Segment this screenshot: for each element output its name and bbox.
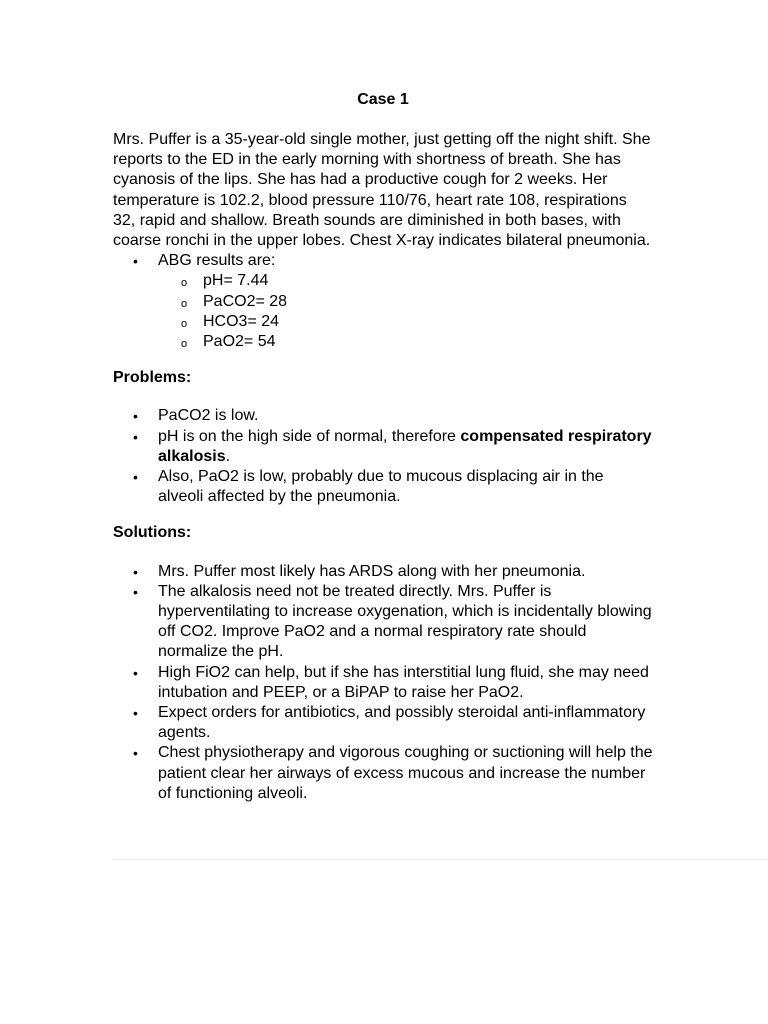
solution-item — [113, 743, 653, 804]
problem-text: Also, PaO2 is low, probably due to mucous displacing air in the alveoli affected by the pneumonia. — [158, 468, 604, 506]
bullet-glyph: • — [133, 469, 138, 486]
solution-text: High FiO2 can help, but if she has interstitial lung fluid, she may need intubation and PEEP, or a BiPAP to raise her PaO2. — [158, 663, 649, 701]
abg-label: ABG results are: — [158, 252, 276, 270]
problem-text: PaCO2 is low. — [158, 407, 259, 425]
bullet-glyph: • — [133, 563, 138, 580]
solution-item — [113, 562, 653, 582]
solution-item — [113, 663, 653, 703]
abg-results-list — [113, 271, 653, 352]
abg-result-paco2: PaCO2= 28 — [203, 292, 288, 310]
bullet-glyph: • — [133, 428, 138, 445]
problem-item — [113, 467, 653, 507]
problems-heading: Problems: — [113, 369, 192, 387]
solutions-heading: Solutions: — [113, 524, 192, 542]
solution-text: Chest physiotherapy and vigorous coughing or suctioning will help the patient clear her airways of excess mucous and increase the number of functioning alveoli. — [158, 744, 653, 802]
abg-list — [113, 251, 653, 352]
bullet-glyph: • — [133, 745, 138, 762]
document-page — [113, 90, 653, 804]
case-title: Case 1 — [357, 91, 409, 108]
bullet-glyph: • — [133, 705, 138, 722]
case-intro-paragraph: Mrs. Puffer is a 35-year-old single mother, just getting off the night shift. She reports to the ED in the early morning with shortness of breath. She has cyanosis of the lips. She has had a productive cough for 2 weeks. Her temperature is 102.2, blood pressure 110/76, heart rate 108, respirations 32, rapid and shallow. Breath sounds are diminished in both bases, with coarse ronchi in the upper lobes. Chest X-ray indicates bilateral pneumonia. — [113, 131, 651, 250]
sub-bullet-glyph: o — [181, 277, 188, 290]
bullet-glyph: • — [133, 664, 138, 681]
solution-text: Mrs. Puffer most likely has ARDS along with her pneumonia. — [158, 562, 586, 580]
bullet-glyph: • — [133, 583, 138, 600]
abg-result-hco3: HCO3= 24 — [203, 312, 280, 330]
abg-result-ph: pH= 7.44 — [203, 272, 269, 290]
abg-result-pao2: PaO2= 54 — [203, 333, 276, 351]
problem-text-end: . — [225, 447, 231, 465]
problem-text: pH is on the high side of normal, therefore — [158, 427, 461, 445]
problems-list — [113, 406, 653, 507]
problem-emphasis: compensated respiratory alkalosis — [158, 427, 652, 465]
abg-result-item — [113, 292, 653, 312]
sub-bullet-glyph: o — [181, 297, 188, 310]
page-divider — [113, 859, 768, 860]
solutions-list — [113, 562, 653, 804]
sub-bullet-glyph: o — [181, 338, 188, 351]
solution-item — [113, 703, 653, 743]
problem-item — [113, 406, 653, 426]
solution-item — [113, 582, 653, 663]
solution-text: The alkalosis need not be treated directly. Mrs. Puffer is hyperventilating to increase oxygenation, which is incidentally blowing off CO2. Improve PaO2 and a normal respiratory rate should normalize the pH. — [158, 582, 652, 661]
abg-result-item — [113, 271, 653, 291]
bullet-glyph: • — [133, 408, 138, 425]
abg-list-item — [113, 251, 653, 352]
sub-bullet-glyph: o — [181, 317, 188, 330]
abg-result-item — [113, 332, 653, 352]
abg-result-item — [113, 312, 653, 332]
solution-text: Expect orders for antibiotics, and possibly steroidal anti-inflammatory agents. — [158, 704, 646, 742]
bullet-glyph: • — [133, 253, 138, 270]
problem-item — [113, 427, 653, 467]
